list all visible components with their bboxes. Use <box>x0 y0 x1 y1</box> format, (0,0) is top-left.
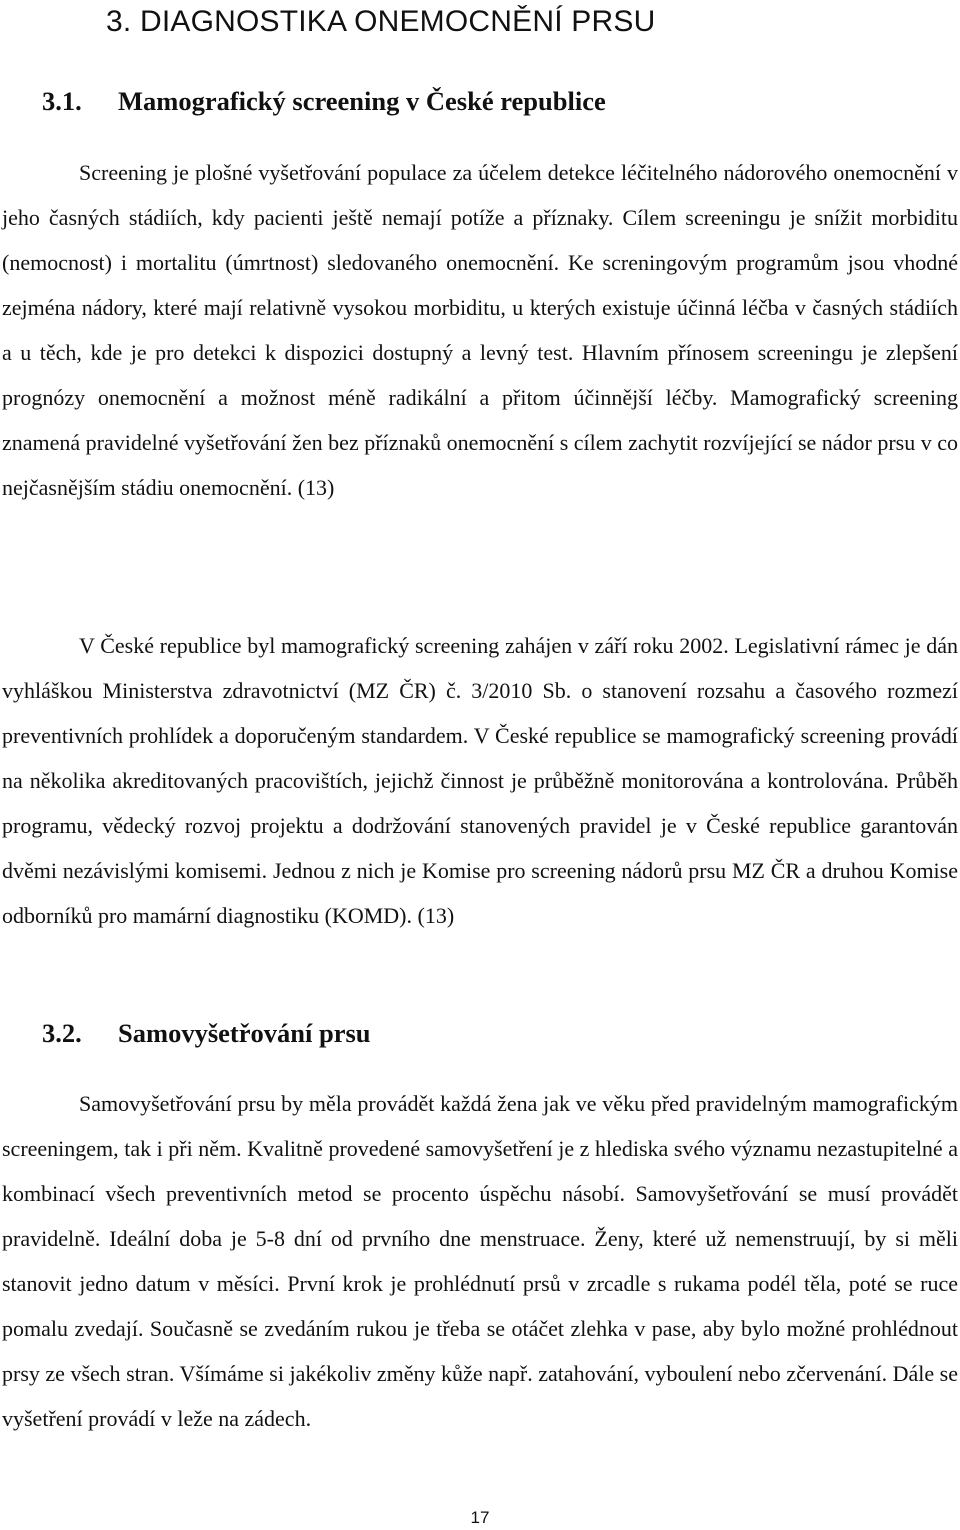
section-number: 3.2. <box>42 1018 82 1048</box>
section-heading-3-1 <box>42 84 606 118</box>
paragraph-self-examination: Samovyšetřování prsu by měla provádět každá žena jak ve věku před pravidelným mamografickým screeningem, tak i při něm. Kvalitně provedené samovyšetření je z hlediska svého významu nezastupitelné a kombinací všech preventivních metod se procento úspěchu násobí. Samovyšetřování se musí provádět pravidelně. Ideální doba je 5-8 dní od prvního dne menstruace. Ženy, které už nemenstruují, by si měli stanovit jedno datum v měsíci. První krok je prohlédnutí prsů v zrcadle s rukama podél těla, poté se ruce pomalu zvedají. Současně se zvedáním rukou je třeba se otáčet zlehka v pase, aby bylo možné prohlédnout prsy ze všech stran. Všímáme si jakékoliv změny kůže např. zatahování, vyboulení nebo zčervenání. Dále se vyšetření provádí v leže na zádech. <box>2 1091 958 1431</box>
paragraph-screening-definition: Screening je plošné vyšetřování populace za účelem detekce léčitelného nádorového onemocnění v jeho časných stádiích, kdy pacienti ještě nemají potíže a příznaky. Cílem screeningu je snížit morbiditu (nemocnost) i mortalitu (úmrtnost) sledovaného onemocnění. Ke screningovým programům jsou vhodné zejména nádory, které mají relativně vysokou morbiditu, u kterých existuje účinná léčba v časných stádiích a u těch, kde je pro detekci k dispozici dostupný a levný test. Hlavním přínosem screeningu je zlepšení prognózy onemocnění a možnost méně radikální a přitom účinnější léčby. Mamografický screening znamená pravidelné vyšetřování žen bez příznaků onemocnění s cílem zachytit rozvíjející se nádor prsu v co nejčasnějším stádiu onemocnění. (13) <box>2 160 959 500</box>
section-title: Samovyšetřování prsu <box>118 1018 371 1048</box>
page-number: 17 <box>470 1508 490 1527</box>
section-title: Mamografický screening v České republice <box>118 86 606 116</box>
section-number: 3.1. <box>42 86 82 116</box>
section-heading-3-2 <box>42 1016 371 1050</box>
chapter-title: 3. DIAGNOSTIKA ONEMOCNĚNÍ PRSU <box>106 5 656 38</box>
paragraph-screening-czech-republic: V České republice byl mamografický screening zahájen v září roku 2002. Legislativní rámec je dán vyhláškou Ministerstva zdravotnictví (MZ ČR) č. 3/2010 Sb. o stanovení rozsahu a časového rozmezí preventivních prohlídek a doporučeným standardem. V České republice se mamografický screening provádí na několika akreditovaných pracovištích, jejichž činnost je průběžně monitorována a kontrolována. Průběh programu, vědecký rozvoj projektu a dodržování stanovených pravidel je v České republice garantován dvěmi nezávislými komisemi. Jednou z nich je Komise pro screening nádorů prsu MZ ČR a druhou Komise odborníků pro mamární diagnostiku (KOMD). (13) <box>2 633 958 928</box>
